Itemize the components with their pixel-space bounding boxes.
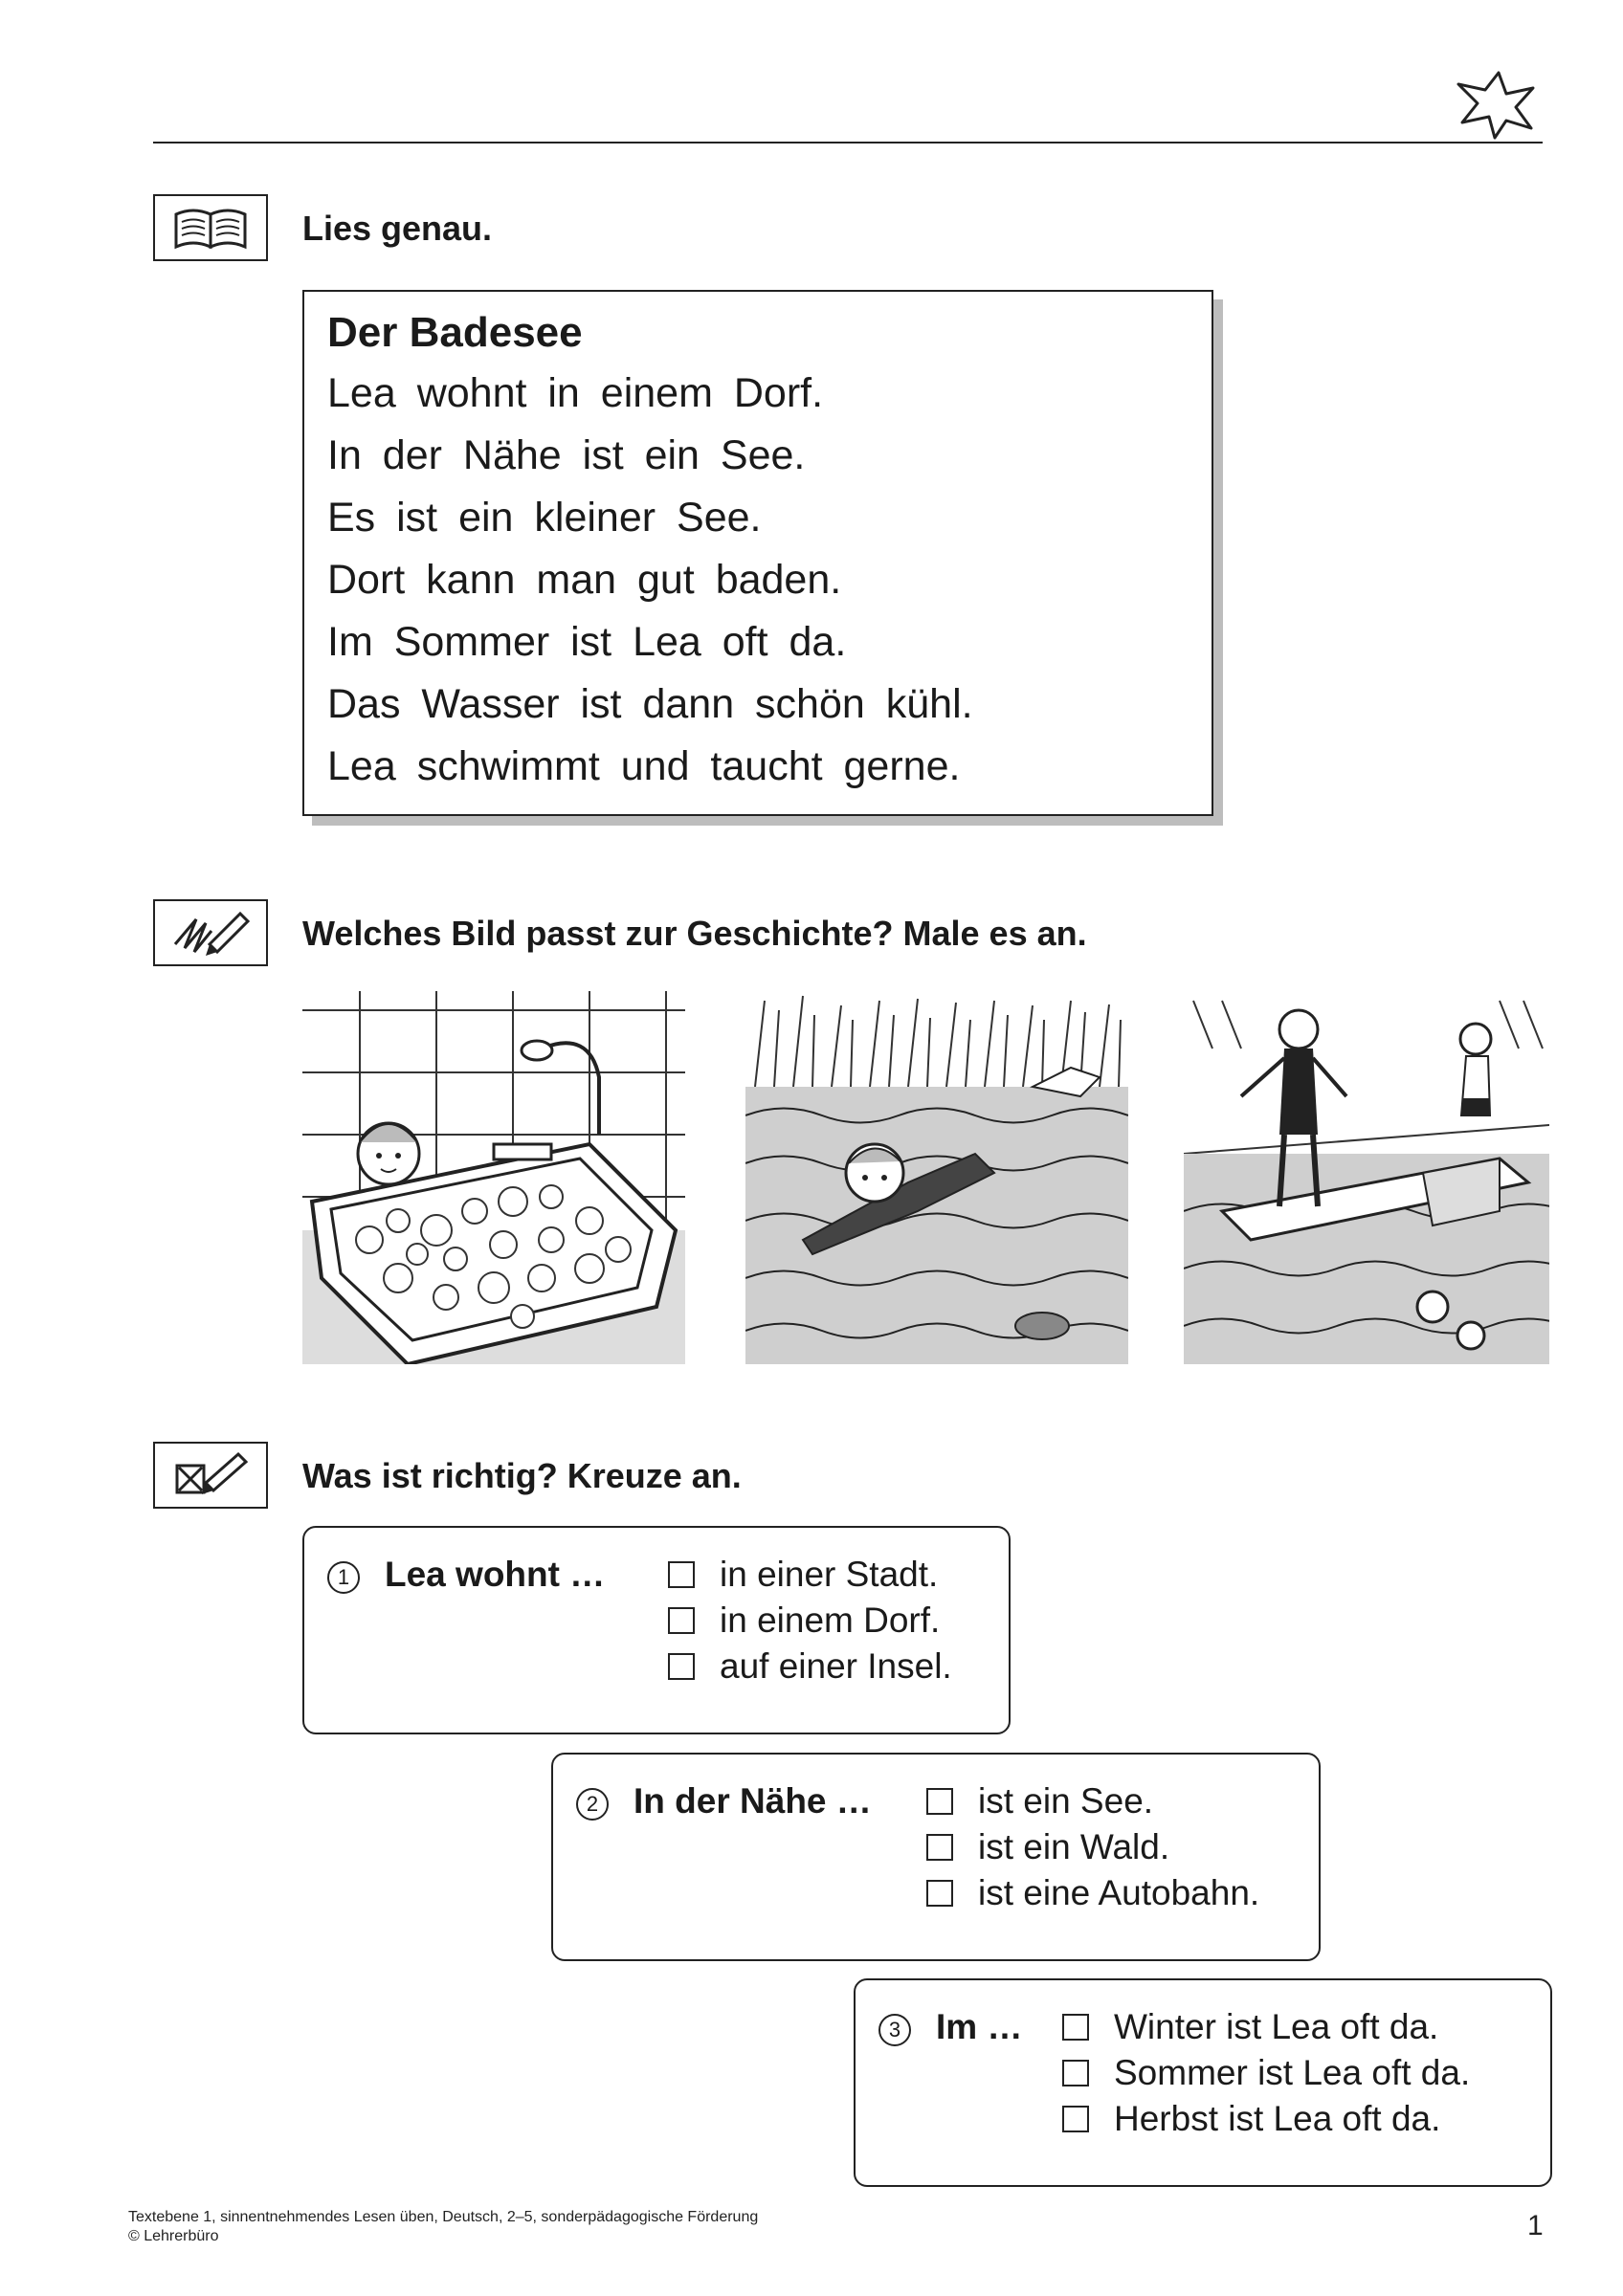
answer-label: auf einer Insel.	[720, 1646, 952, 1686]
story-line: Dort kann man gut baden.	[327, 557, 842, 603]
question-number: 3	[878, 2014, 911, 2046]
open-book-icon	[170, 203, 251, 253]
answer-checkbox[interactable]	[668, 1561, 695, 1588]
story-line: Im Sommer ist Lea oft da.	[327, 619, 847, 665]
question-card-1	[302, 1526, 1011, 1734]
question-number: 2	[576, 1788, 609, 1821]
answer-checkbox[interactable]	[926, 1880, 953, 1907]
bathtub-picture[interactable]	[302, 991, 685, 1364]
lake-swimming-picture[interactable]	[745, 991, 1128, 1364]
answer-option[interactable]	[1062, 2053, 1470, 2093]
read-instruction: Lies genau.	[302, 209, 493, 248]
question-stem: In der Nähe …	[634, 1781, 872, 1821]
answer-option[interactable]	[668, 1646, 952, 1687]
answer-checkbox[interactable]	[668, 1653, 695, 1680]
answer-option[interactable]	[926, 1781, 1153, 1821]
answer-option[interactable]	[668, 1601, 940, 1641]
answer-label: Winter ist Lea oft da.	[1114, 2007, 1439, 2046]
story-title: Der Badesee	[327, 309, 583, 356]
question-card-3	[854, 1978, 1552, 2187]
story-line: Lea wohnt in einem Dorf.	[327, 370, 824, 416]
footer-line-1: Textebene 1, sinnentnehmendes Lesen üben, Deutsch, 2–5, sonderpädagogische Förderung	[128, 2209, 759, 2225]
question-stem: Lea wohnt …	[385, 1555, 606, 1594]
answer-label: Sommer ist Lea oft da.	[1114, 2053, 1471, 2092]
header-rule	[153, 142, 1543, 144]
answer-option[interactable]	[668, 1555, 938, 1595]
story-line: Es ist ein kleiner See.	[327, 495, 762, 541]
question-number: 1	[327, 1561, 360, 1594]
answer-label: ist eine Autobahn.	[978, 1873, 1260, 1912]
answer-label: ist ein Wald.	[978, 1827, 1170, 1866]
answer-label: in einem Dorf.	[720, 1601, 941, 1640]
story-line: Lea schwimmt und taucht gerne.	[327, 743, 961, 789]
story-box	[302, 290, 1213, 816]
story-line: Das Wasser ist dann schön kühl.	[327, 681, 973, 727]
answer-checkbox[interactable]	[926, 1788, 953, 1815]
answer-checkbox[interactable]	[1062, 2060, 1089, 2086]
pool-diving-picture[interactable]	[1184, 991, 1549, 1364]
check-instruction: Was ist richtig? Kreuze an.	[302, 1456, 742, 1495]
answer-option[interactable]	[1062, 2099, 1440, 2139]
pencil-scribble-icon	[167, 906, 254, 960]
answer-label: ist ein See.	[978, 1781, 1154, 1821]
question-card-2	[551, 1753, 1321, 1961]
answer-checkbox[interactable]	[1062, 2106, 1089, 2132]
answer-checkbox[interactable]	[926, 1834, 953, 1861]
answer-option[interactable]	[926, 1873, 1259, 1913]
color-task-icon-box	[153, 899, 268, 966]
question-stem: Im …	[936, 2007, 1023, 2046]
answer-label: Herbst ist Lea oft da.	[1114, 2099, 1441, 2138]
answer-option[interactable]	[1062, 2007, 1438, 2047]
story-line: In der Nähe ist ein See.	[327, 432, 806, 478]
pencil-checkbox-icon	[167, 1448, 254, 1502]
footer-line-2: © Lehrerbüro	[128, 2228, 219, 2244]
star-icon	[1453, 69, 1539, 141]
answer-checkbox[interactable]	[1062, 2014, 1089, 2041]
answer-checkbox[interactable]	[668, 1607, 695, 1634]
answer-label: in einer Stadt.	[720, 1555, 939, 1594]
color-instruction: Welches Bild passt zur Geschichte? Male es an.	[302, 914, 1087, 953]
read-task-icon-box	[153, 194, 268, 261]
check-task-icon-box	[153, 1442, 268, 1509]
answer-option[interactable]	[926, 1827, 1169, 1867]
footer-credits	[128, 2208, 758, 2246]
page-number: 1	[1527, 2210, 1544, 2241]
